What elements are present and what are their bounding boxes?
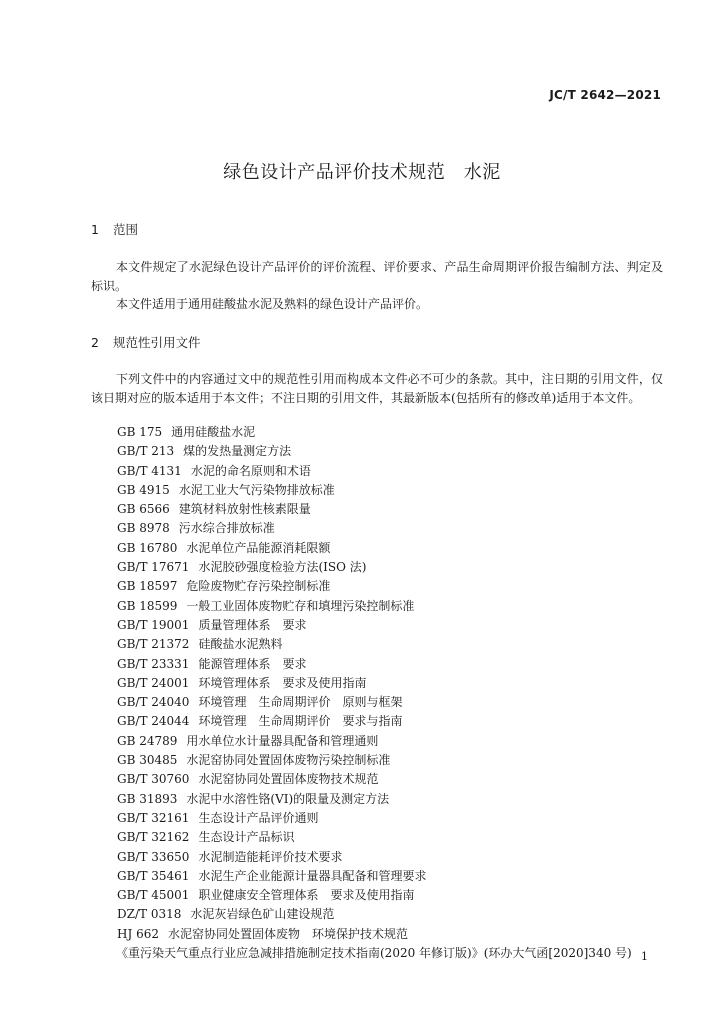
reference-code: DZ/T 0318: [117, 907, 182, 922]
reference-code: GB/T 33650: [117, 849, 190, 864]
reference-title: 污水综合排放标准: [178, 521, 275, 536]
reference-item: [117, 519, 632, 538]
reference-title: 水泥窑协同处置固体废物技术规范: [198, 772, 379, 787]
reference-title: 水泥单位产品能源消耗限额: [186, 540, 331, 555]
reference-code: GB/T 32162: [117, 830, 190, 845]
section-1-paragraph-2: 本文件适用于通用硅酸盐水泥及熟料的绿色设计产品评价。: [116, 297, 429, 311]
reference-item: [117, 809, 632, 828]
reference-item: [117, 712, 632, 731]
standard-code: JC/T 2642—2021: [549, 88, 661, 102]
reference-code: GB 31893: [117, 791, 178, 806]
reference-code: GB 6566: [117, 502, 170, 517]
reference-item: [117, 751, 632, 770]
section-2-intro: 下列文件中的内容通过文中的规范性引用而构成本文件必不可少的条款。其中，注日期的引用文件，仅该日期对应的版本适用于本文件；不注日期的引用文件，其最新版本(包括所有的修改单)适用于本文件。: [91, 372, 663, 405]
reference-code: GB 175: [117, 425, 163, 439]
reference-title: 环境管理 生命周期评价 要求与指南: [198, 714, 403, 729]
reference-code: GB/T 32161: [117, 810, 190, 825]
reference-title: 水泥中水溶性铬(VI)的限量及测定方法: [186, 791, 390, 806]
reference-title: 水泥窑协同处置固体废物污染控制标准: [186, 753, 391, 768]
reference-code: GB/T 45001: [117, 888, 190, 903]
reference-code: GB/T 4131: [117, 463, 182, 478]
reference-item: [117, 635, 632, 654]
reference-item: [116, 944, 632, 963]
reference-title: 《重污染天气重点行业应急减排措施制定技术指南(2020 年修订版)》(环办大气函[2020]340 号): [116, 946, 632, 961]
reference-list: [117, 423, 632, 963]
reference-title: 生态设计产品评价通则: [198, 810, 319, 825]
reference-item: [117, 500, 632, 519]
reference-item: [117, 905, 632, 924]
reference-title: 水泥窑协同处置固体废物 环境保护技术规范: [168, 926, 409, 941]
reference-title: 水泥的命名原则和术语: [190, 463, 311, 478]
reference-title: 硅酸盐水泥熟料: [198, 637, 283, 652]
reference-title: 水泥生产企业能源计量器具配备和管理要求: [198, 868, 427, 883]
reference-item: [117, 558, 632, 577]
section-2-number: 2: [91, 335, 99, 350]
reference-code: GB/T 19001: [117, 617, 190, 632]
reference-item: [117, 481, 632, 500]
reference-code: GB 16780: [117, 540, 178, 555]
reference-code: GB/T 21372: [117, 637, 190, 652]
reference-code: GB/T 30760: [117, 772, 190, 787]
reference-item: [117, 577, 632, 596]
reference-item: [117, 828, 632, 847]
reference-item: [117, 539, 632, 558]
reference-item: [117, 867, 632, 886]
reference-code: GB/T 35461: [117, 868, 190, 883]
reference-code: GB/T 24040: [117, 695, 190, 710]
reference-item: [117, 597, 632, 616]
reference-item: [117, 423, 632, 442]
reference-code: GB/T 24044: [117, 714, 190, 729]
reference-title: 生态设计产品标识: [198, 830, 295, 845]
reference-code: GB 24789: [117, 733, 178, 748]
reference-title: 通用硅酸盐水泥: [171, 425, 256, 439]
reference-title: 水泥胶砂强度检验方法(ISO 法): [198, 560, 367, 575]
reference-item: [117, 790, 632, 809]
reference-item: [117, 674, 632, 693]
document-title: 绿色设计产品评价技术规范 水泥: [223, 162, 501, 183]
reference-item: [117, 770, 632, 789]
reference-item: [117, 886, 632, 905]
reference-title: 质量管理体系 要求: [198, 617, 307, 632]
reference-title: 水泥灰岩绿色矿山建设规范: [190, 907, 335, 922]
section-1-number: 1: [91, 222, 99, 237]
reference-item: [117, 732, 632, 751]
reference-item: [117, 848, 632, 867]
section-1-title: 范围: [113, 222, 139, 237]
reference-code: GB 4915: [117, 482, 170, 497]
reference-title: 危险废物贮存污染控制标准: [186, 579, 331, 594]
reference-code: GB/T 23331: [117, 656, 190, 671]
reference-code: GB/T 24001: [117, 675, 190, 690]
reference-code: GB 18599: [117, 598, 178, 613]
reference-code: GB 30485: [117, 753, 178, 768]
reference-item: [117, 655, 632, 674]
reference-title: 一般工业固体废物贮存和填埋污染控制标准: [186, 598, 415, 613]
section-2-title: 规范性引用文件: [113, 335, 201, 350]
reference-code: GB/T 213: [117, 444, 175, 459]
reference-code: GB/T 17671: [117, 560, 190, 575]
reference-title: 煤的发热量测定方法: [183, 444, 292, 459]
reference-item: [117, 693, 632, 712]
reference-title: 环境管理体系 要求及使用指南: [198, 675, 367, 690]
reference-title: 水泥工业大气污染物排放标准: [178, 482, 335, 497]
section-1-heading: [91, 220, 138, 238]
reference-item: [117, 925, 632, 944]
reference-title: 环境管理 生命周期评价 原则与框架: [198, 695, 403, 710]
page-number: 1: [641, 950, 648, 963]
reference-code: GB 8978: [117, 521, 170, 536]
reference-title: 能源管理体系 要求: [198, 656, 307, 671]
reference-item: [117, 616, 632, 635]
reference-code: GB 18597: [117, 579, 178, 594]
reference-item: [117, 442, 632, 461]
section-2-heading: [91, 333, 201, 351]
reference-title: 建筑材料放射性核素限量: [178, 502, 311, 517]
section-1-paragraph-1: 本文件规定了水泥绿色设计产品评价的评价流程、评价要求、产品生命周期评价报告编制方法、判定及标识。: [91, 260, 663, 293]
reference-title: 水泥制造能耗评价技术要求: [198, 849, 343, 864]
reference-title: 职业健康安全管理体系 要求及使用指南: [198, 888, 415, 903]
reference-item: [117, 462, 632, 481]
reference-code: HJ 662: [117, 926, 159, 941]
reference-title: 用水单位水计量器具配备和管理通则: [186, 733, 379, 748]
